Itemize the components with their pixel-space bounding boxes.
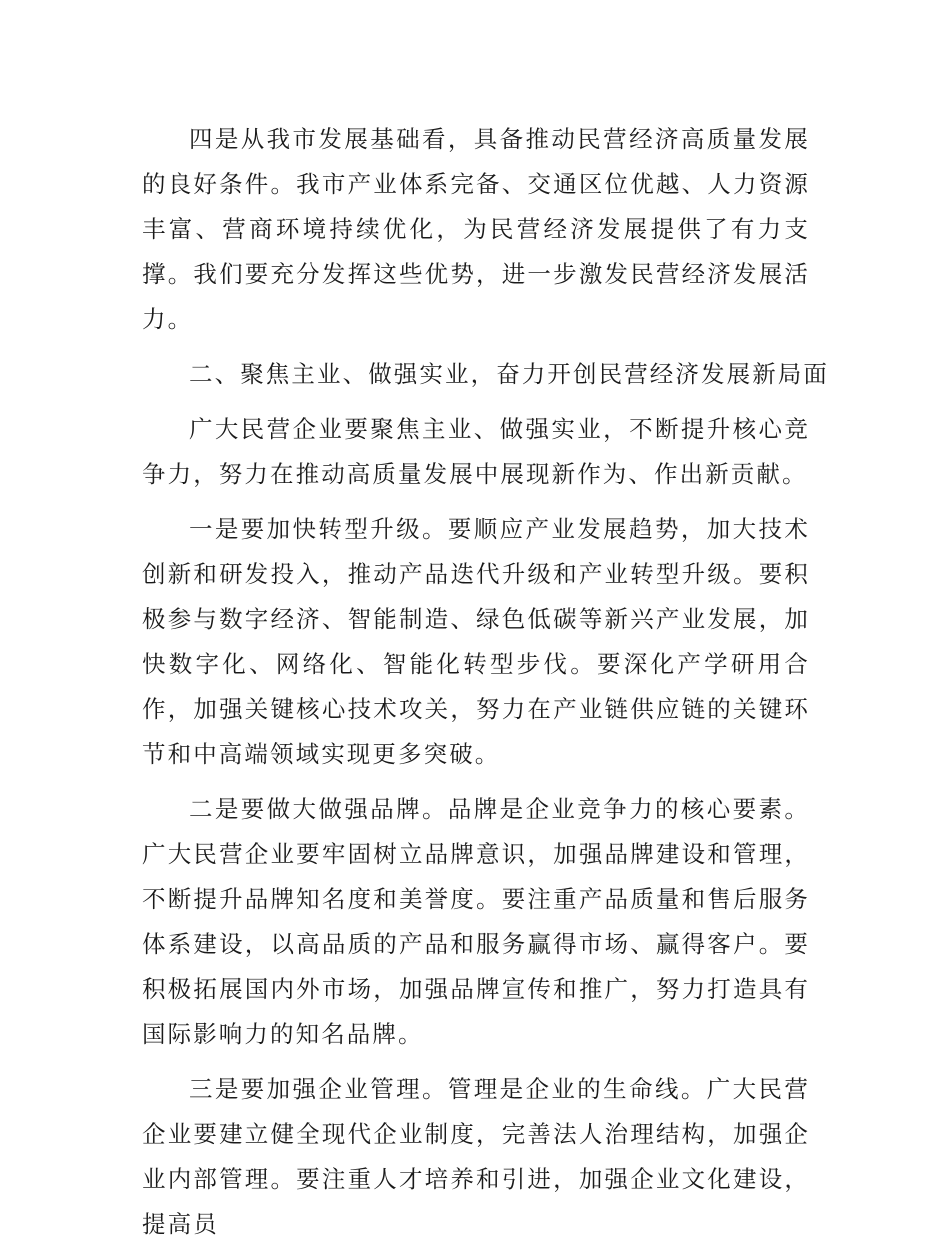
paragraph-enterprise-management: 三是要加强企业管理。管理是企业的生命线。广大民营企业要建立健全现代企业制度，完善法人治理结构，加强企业内部管理。要注重人才培养和引进，加强企业文化建设，提高员 (142, 1075, 810, 1238)
section-heading-2: 二、聚焦主业、做强实业，奋力开创民营经济发展新局面 (189, 360, 829, 388)
paragraph-development-foundation: 四是从我市发展基础看，具备推动民营经济高质量发展的良好条件。我市产业体系完备、交通区位优越、人力资源丰富、营商环境持续优化，为民营经济发展提供了有力支撑。我们要充分发挥这些优势，进一步激发民营经济发展活力。 (142, 125, 810, 333)
paragraph-brand-building: 二是要做大做强品牌。品牌是企业竞争力的核心要素。广大民营企业要牢固树立品牌意识，加强品牌建设和管理，不断提升品牌知名度和美誉度。要注重产品质量和售后服务体系建设，以高品质的产品和服务赢得市场、赢得客户。要积极拓展国内外市场，加强品牌宣传和推广，努力打造具有国际影响力的知名品牌。 (142, 795, 810, 1048)
paragraph-focus-main-business: 广大民营企业要聚焦主业、做强实业，不断提升核心竞争力，努力在推动高质量发展中展现新作为、作出新贡献。 (142, 415, 810, 488)
paragraph-transformation-upgrade: 一是要加快转型升级。要顺应产业发展趋势，加大技术创新和研发投入，推动产品迭代升级和产业转型升级。要积极参与数字经济、智能制造、绿色低碳等新兴产业发展，加快数字化、网络化、智能化转型步伐。要深化产学研用合作，加强关键核心技术攻关，努力在产业链供应链的关键环节和中高端领域实现更多突破。 (142, 515, 810, 768)
document-page (142, 117, 829, 1257)
